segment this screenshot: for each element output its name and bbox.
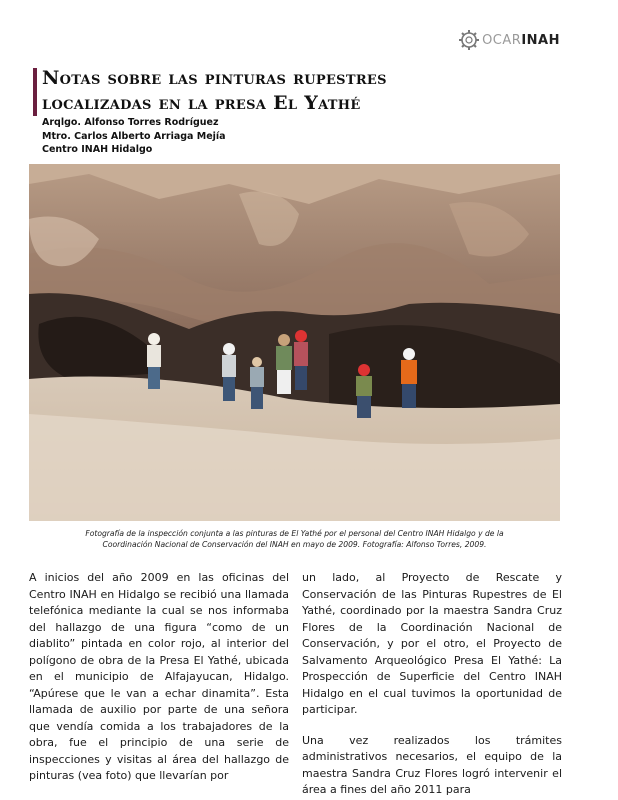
- body-column-left: [29, 570, 289, 785]
- author-2: Mtro. Carlos Alberto Arriaga Mejía: [42, 130, 226, 142]
- body-column-right: [302, 570, 562, 799]
- author-list: [42, 116, 226, 157]
- article-header: [33, 66, 573, 116]
- photo-caption: [28, 528, 561, 550]
- logo-text: OCARINAH: [482, 32, 560, 48]
- title-line-2: localizadas en la presa El Yathé: [42, 92, 361, 114]
- paragraph: un lado, al Proyecto de Rescate y Conservación de las Pinturas Rupestres de El Yathé, coordinado por la maestra Sandra Cruz Flores de la Coordinación Nacional de Conservación, y por el otro, el Proyecto de Salvamento Arqueológico Presa El Yathé: La Prospección de Superficie del Centro INAH Hidalgo en el cual tuvimos la oportunidad de participar.: [302, 571, 562, 716]
- article-title: [42, 66, 573, 116]
- title-line-1: Notas sobre las pinturas rupestres: [42, 67, 387, 89]
- caption-line-1: Fotografía de la inspección conjunta a las pinturas de El Yathé por el personal del Centro INAH Hidalgo y de la: [85, 529, 504, 538]
- author-affiliation: Centro INAH Hidalgo: [42, 144, 153, 155]
- cave-inspection-photo: [29, 164, 560, 521]
- gear-icon: [458, 29, 480, 51]
- title-accent-bar: [33, 68, 37, 116]
- author-1: Arqlgo. Alfonso Torres Rodríguez: [42, 117, 219, 128]
- paragraph: Una vez realizados los trámites administrativos necesarios, el equipo de la maestra Sandra Cruz Flores logró intervenir el área a fines del año 2011 para: [302, 733, 562, 796]
- ocarinah-logo: [458, 29, 560, 51]
- paragraph: A inicios del año 2009 en las oficinas del Centro INAH en Hidalgo se recibió una llamada telefónica mediante la cual se nos informaba del hallazgo de una figura “como de un diablito” pintada en color rojo, al interior del polígono de obra de la Presa El Yathé, ubicada en el municipio de Alfajayucan, Hidalgo. “Apúrese que le van a echar dinamita”. Esta llamada de auxilio por parte de una señora que vendía comida a los trabajadores de la obra, fue el principio de una serie de inspecciones y visitas al área del hallazgo de pinturas (vea foto) que llevarían por: [29, 571, 289, 782]
- caption-line-2: Coordinación Nacional de Conservación del INAH en mayo de 2009. Fotografía: Alfonso Torres, 2009.: [102, 540, 487, 549]
